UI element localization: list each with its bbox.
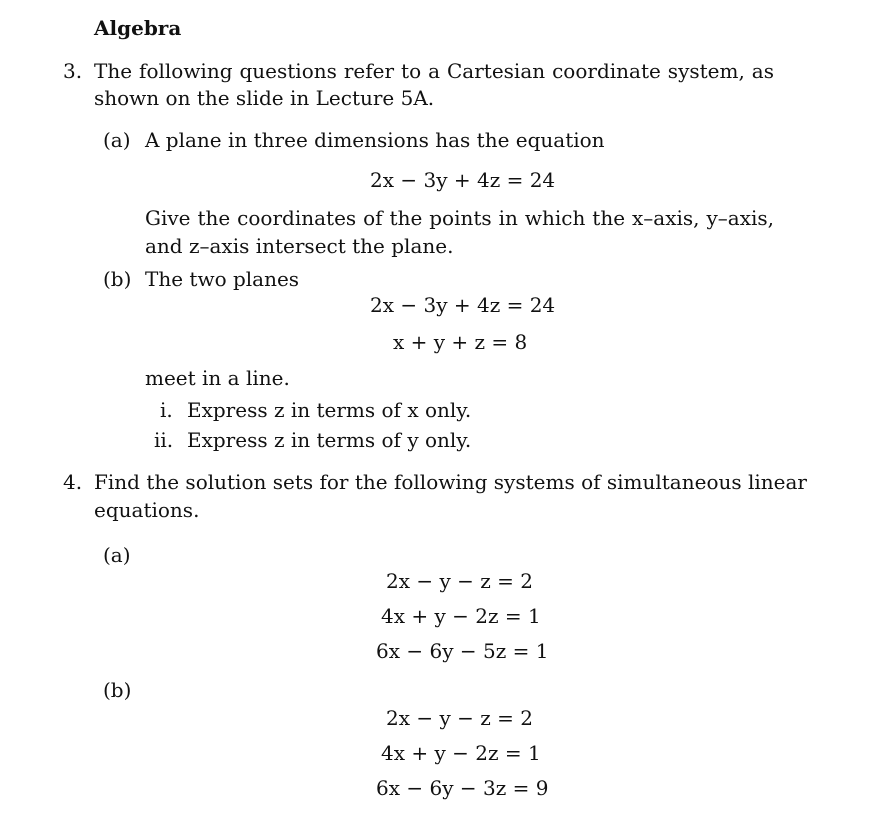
q4a-equation-1: 2x − y − z = 2 <box>386 569 533 593</box>
q3a-equation: 2x − 3y + 4z = 24 <box>370 168 556 192</box>
q4-text-line1: Find the solution sets for the following systems of simultaneous linear <box>94 470 807 494</box>
q3b-equation-1: 2x − 3y + 4z = 24 <box>370 293 556 317</box>
q3a-text: A plane in three dimensions has the equation <box>145 128 605 152</box>
q3-text-line1: The following questions refer to a Cartesian coordinate system, as <box>94 59 774 83</box>
q3b-item-i-num: i. <box>160 398 173 422</box>
q3a-followup-line1: Give the coordinates of the points in which the x–axis, y–axis, <box>145 206 774 230</box>
q3b-followup: meet in a line. <box>145 366 290 390</box>
q4a-label: (a) <box>103 543 131 567</box>
q4b-label: (b) <box>103 678 132 702</box>
q4a-equation-3: 6x − 6y − 5z = 1 <box>376 639 549 663</box>
q4b-equation-1: 2x − y − z = 2 <box>386 706 533 730</box>
section-title: Algebra <box>94 16 182 40</box>
q4b-equation-3: 6x − 6y − 3z = 9 <box>376 776 549 800</box>
q3-text-line2: shown on the slide in Lecture 5A. <box>94 86 435 110</box>
q3-number: 3. <box>63 59 83 83</box>
q3a-followup-line2: and z–axis intersect the plane. <box>145 234 454 258</box>
q3a-label: (a) <box>103 128 131 152</box>
q4b-equation-2: 4x + y − 2z = 1 <box>381 741 541 765</box>
q3b-item-ii-num: ii. <box>154 428 174 452</box>
q3b-item-ii-text: Express z in terms of y only. <box>187 428 472 452</box>
q4-number: 4. <box>63 470 83 494</box>
q3b-equation-2: x + y + z = 8 <box>393 330 528 354</box>
q4a-equation-2: 4x + y − 2z = 1 <box>381 604 541 628</box>
q4-text-line2: equations. <box>94 498 200 522</box>
q3b-label: (b) <box>103 267 132 291</box>
q3b-text: The two planes <box>145 267 300 291</box>
q3b-item-i-text: Express z in terms of x only. <box>187 398 472 422</box>
